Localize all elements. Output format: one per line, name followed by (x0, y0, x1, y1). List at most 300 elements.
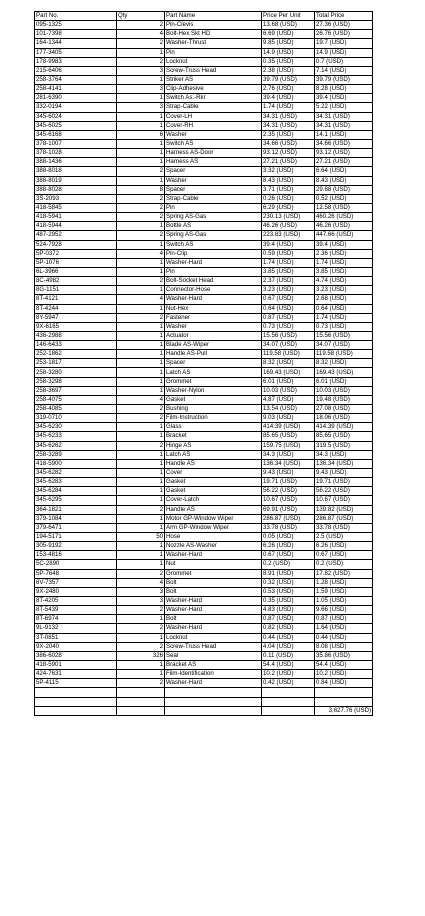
part-name-cell: Cover-LH (165, 112, 262, 121)
part-no-cell: 5C-2890 (35, 560, 117, 569)
qty-cell: 4 (117, 295, 165, 304)
header-row (35, 12, 373, 21)
part-name-cell: Striker AS (165, 75, 262, 84)
price-per-unit-cell: 39.79 (USD) (262, 75, 315, 84)
total-price-cell: 34.07 (USD) (315, 341, 373, 350)
qty-cell: 2 (117, 441, 165, 450)
price-per-unit-cell: 13.54 (USD) (262, 405, 315, 414)
table-row (35, 21, 373, 30)
part-no-cell: 388-1436 (35, 158, 117, 167)
part-no-cell: 379-1084 (35, 514, 117, 523)
qty-cell: 1 (117, 450, 165, 459)
qty-cell: 2 (117, 624, 165, 633)
table-row (35, 432, 373, 441)
price-per-unit-cell: 8.91 (USD) (262, 569, 315, 578)
price-per-unit-cell: 0.87 (USD) (262, 615, 315, 624)
total-price-cell: 33.78 (USD) (315, 523, 373, 532)
part-name-cell: Seal (165, 651, 262, 660)
part-name-cell: Washer-Hard (165, 258, 262, 267)
part-name-cell: Harness AS-Door (165, 149, 262, 158)
price-per-unit-cell: 0.67 (USD) (262, 295, 315, 304)
qty-cell: 326 (117, 651, 165, 660)
qty-cell: 1 (117, 633, 165, 642)
table-row (35, 578, 373, 587)
qty-cell: 1 (117, 94, 165, 103)
total-price-cell: 0.67 (USD) (315, 551, 373, 560)
part-name-cell: Cover-RH (165, 121, 262, 130)
part-no-cell: 379-6471 (35, 523, 117, 532)
part-no-cell: 345-6283 (35, 478, 117, 487)
table-row (35, 194, 373, 203)
table-row (35, 203, 373, 212)
price-per-unit-cell: 34.31 (USD) (262, 112, 315, 121)
header-qty: Qty (117, 12, 165, 21)
price-per-unit-cell: 3.32 (USD) (262, 167, 315, 176)
part-name-cell: Hose (165, 533, 262, 542)
qty-cell: 2 (117, 505, 165, 514)
part-no-cell: 345-6262 (35, 441, 117, 450)
price-per-unit-cell: 0.35 (USD) (262, 57, 315, 66)
total-price-cell: 46.26 (USD) (315, 222, 373, 231)
total-price-cell: 56.22 (USD) (315, 487, 373, 496)
part-no-cell: 6V-7357 (35, 578, 117, 587)
part-no-cell: 5P-1076 (35, 258, 117, 267)
table-row (35, 533, 373, 542)
price-per-unit-cell: 0.73 (USD) (262, 322, 315, 331)
qty-cell: 1 (117, 359, 165, 368)
table-row (35, 478, 373, 487)
part-no-cell: 258-3280 (35, 368, 117, 377)
part-no-cell: 194-5171 (35, 533, 117, 542)
table-row (35, 222, 373, 231)
total-price-cell: 85.65 (USD) (315, 432, 373, 441)
total-price-cell: 10.67 (USD) (315, 496, 373, 505)
table-row (35, 459, 373, 468)
table-row (35, 651, 373, 660)
total-price-cell: 12.58 (USD) (315, 203, 373, 212)
qty-cell: 1 (117, 459, 165, 468)
table-row (35, 496, 373, 505)
qty-cell: 1 (117, 112, 165, 121)
qty-cell: 2 (117, 313, 165, 322)
total-price-cell: 10.2 (USD) (315, 670, 373, 679)
table-row (35, 304, 373, 313)
part-no-cell: 3T-0851 (35, 633, 117, 642)
total-price-cell: 18.06 (USD) (315, 414, 373, 423)
total-price-cell: 27.36 (USD) (315, 21, 373, 30)
part-no-cell: 153-4816 (35, 551, 117, 560)
price-per-unit-cell: 10.2 (USD) (262, 670, 315, 679)
part-name-cell: Locknut (165, 633, 262, 642)
price-per-unit-cell: 3.23 (USD) (262, 286, 315, 295)
header-part-no: Part No. (35, 12, 117, 21)
qty-cell: 1 (117, 469, 165, 478)
part-name-cell: Pin-Clip (165, 249, 262, 258)
total-price-cell: 2.36 (USD) (315, 249, 373, 258)
table-row (35, 368, 373, 377)
total-price-cell: 14.9 (USD) (315, 48, 373, 57)
part-name-cell: Harness AS (165, 158, 262, 167)
table-row (35, 624, 373, 633)
part-name-cell: Latch AS (165, 450, 262, 459)
table-row (35, 487, 373, 496)
qty-cell: 2 (117, 203, 165, 212)
part-no-cell: 332-0194 (35, 103, 117, 112)
part-name-cell: Bolt (165, 615, 262, 624)
total-price-cell: 0.52 (USD) (315, 194, 373, 203)
part-name-cell: Film-Instruction (165, 414, 262, 423)
total-price-cell: 29.68 (USD) (315, 185, 373, 194)
total-price-cell: 0.73 (USD) (315, 322, 373, 331)
part-no-cell: 3S-2093 (35, 194, 117, 203)
price-per-unit-cell: 3.85 (USD) (262, 267, 315, 276)
total-price-cell: 136.34 (USD) (315, 459, 373, 468)
table-row (35, 395, 373, 404)
part-name-cell: Bracket AS (165, 660, 262, 669)
qty-cell: 2 (117, 405, 165, 414)
part-name-cell: Screw-Truss Head (165, 66, 262, 75)
part-no-cell: 5P-0372 (35, 249, 117, 258)
part-name-cell: Cover-Latch (165, 496, 262, 505)
part-no-cell: 345-6024 (35, 112, 117, 121)
part-no-cell: 8C-4982 (35, 277, 117, 286)
total-price-cell: 34.31 (USD) (315, 112, 373, 121)
qty-cell: 1 (117, 660, 165, 669)
part-name-cell: Spacer (165, 185, 262, 194)
total-price-cell: 1.59 (USD) (315, 587, 373, 596)
qty-cell: 1 (117, 670, 165, 679)
table-row (35, 112, 373, 121)
qty-cell: 6 (117, 130, 165, 139)
part-name-cell: Washer (165, 130, 262, 139)
total-price-cell: 2.68 (USD) (315, 295, 373, 304)
qty-cell: 2 (117, 231, 165, 240)
price-per-unit-cell: 0.87 (USD) (262, 313, 315, 322)
header-part-name: Part Name (165, 12, 262, 21)
total-price-cell: 3.85 (USD) (315, 267, 373, 276)
price-per-unit-cell: 2.37 (USD) (262, 277, 315, 286)
part-no-cell: 258-3697 (35, 386, 117, 395)
part-name-cell: Hinge AS (165, 441, 262, 450)
part-no-cell: 388-8018 (35, 167, 117, 176)
total-price-cell: 0.87 (USD) (315, 615, 373, 624)
qty-cell: 1 (117, 496, 165, 505)
price-per-unit-cell: 33.78 (USD) (262, 523, 315, 532)
total-price-cell: 9.43 (USD) (315, 469, 373, 478)
part-no-cell: 9L-9132 (35, 624, 117, 633)
part-name-cell: Pin (165, 267, 262, 276)
price-per-unit-cell: 19.71 (USD) (262, 478, 315, 487)
empty-cell (35, 688, 117, 697)
part-no-cell: 8T-4244 (35, 304, 117, 313)
price-per-unit-cell: 6.26 (USD) (262, 542, 315, 551)
part-no-cell: 178-9983 (35, 57, 117, 66)
empty-cell (117, 688, 165, 697)
price-per-unit-cell: 34.66 (USD) (262, 139, 315, 148)
part-no-cell: 418-5900 (35, 459, 117, 468)
total-price-cell: 34.66 (USD) (315, 139, 373, 148)
part-name-cell: Gasket (165, 487, 262, 496)
qty-cell: 3 (117, 587, 165, 596)
total-price-cell: 8.32 (USD) (315, 359, 373, 368)
table-row (35, 30, 373, 39)
table-row (35, 57, 373, 66)
part-no-cell: 345-6025 (35, 121, 117, 130)
table-row (35, 75, 373, 84)
price-per-unit-cell: 0.35 (USD) (262, 597, 315, 606)
part-name-cell: Arm GP-Window Wiper (165, 523, 262, 532)
qty-cell: 1 (117, 341, 165, 350)
qty-cell: 1 (117, 258, 165, 267)
price-per-unit-cell: 2.76 (USD) (262, 85, 315, 94)
part-name-cell: Washer-Nylon (165, 386, 262, 395)
qty-cell: 1 (117, 487, 165, 496)
qty-cell: 1 (117, 304, 165, 313)
part-no-cell: 436-2988 (35, 331, 117, 340)
price-per-unit-cell: 0.67 (USD) (262, 551, 315, 560)
part-no-cell: 095-1325 (35, 21, 117, 30)
qty-cell: 1 (117, 560, 165, 569)
part-name-cell: Switch AS (165, 240, 262, 249)
part-no-cell: 345-6282 (35, 469, 117, 478)
part-no-cell: 345-6230 (35, 423, 117, 432)
part-no-cell: 215-6406 (35, 66, 117, 75)
part-name-cell: Switch AS (165, 139, 262, 148)
qty-cell: 2 (117, 414, 165, 423)
table-row (35, 377, 373, 386)
part-name-cell: Washer-Hard (165, 597, 262, 606)
price-per-unit-cell: 34.07 (USD) (262, 341, 315, 350)
parts-table-body (35, 12, 373, 716)
qty-cell: 1 (117, 176, 165, 185)
qty-cell: 1 (117, 377, 165, 386)
part-name-cell: Strap-Cable (165, 194, 262, 203)
table-row (35, 185, 373, 194)
table-row (35, 450, 373, 459)
price-per-unit-cell: 136.34 (USD) (262, 459, 315, 468)
price-per-unit-cell: 27.21 (USD) (262, 158, 315, 167)
qty-cell: 3 (117, 85, 165, 94)
table-row (35, 267, 373, 276)
part-no-cell: 386-6028 (35, 651, 117, 660)
qty-cell: 1 (117, 368, 165, 377)
part-name-cell: Film-Identification (165, 670, 262, 679)
part-name-cell: Bushing (165, 405, 262, 414)
part-no-cell: 8Y-5947 (35, 313, 117, 322)
part-no-cell: 345-6295 (35, 496, 117, 505)
price-per-unit-cell: 6.69 (USD) (262, 30, 315, 39)
part-no-cell: 258-3764 (35, 75, 117, 84)
price-per-unit-cell: 9.43 (USD) (262, 469, 315, 478)
part-name-cell: Spring AS-Gas (165, 213, 262, 222)
table-row (35, 94, 373, 103)
price-per-unit-cell: 0.32 (USD) (262, 578, 315, 587)
price-per-unit-cell: 0.2 (USD) (262, 560, 315, 569)
part-no-cell: 5P-7648 (35, 569, 117, 578)
total-price-cell: 139.82 (USD) (315, 505, 373, 514)
part-name-cell: Spring AS-Gas (165, 231, 262, 240)
table-row (35, 606, 373, 615)
part-name-cell: Grommet (165, 569, 262, 578)
part-no-cell: 8T-4121 (35, 295, 117, 304)
part-name-cell: Locknut (165, 57, 262, 66)
table-row (35, 469, 373, 478)
table-row (35, 523, 373, 532)
total-price-cell: 4.74 (USD) (315, 277, 373, 286)
table-row (35, 642, 373, 651)
part-name-cell: Gasket (165, 478, 262, 487)
price-per-unit-cell: 0.82 (USD) (262, 624, 315, 633)
part-name-cell: Screw-Truss Head (165, 642, 262, 651)
total-price-cell: 17.82 (USD) (315, 569, 373, 578)
part-no-cell: 101-7398 (35, 30, 117, 39)
price-per-unit-cell: 39.4 (USD) (262, 240, 315, 249)
price-per-unit-cell: 169.43 (USD) (262, 368, 315, 377)
total-price-cell: 39.4 (USD) (315, 240, 373, 249)
price-per-unit-cell: 15.56 (USD) (262, 331, 315, 340)
part-no-cell: 345-6284 (35, 487, 117, 496)
qty-cell: 2 (117, 606, 165, 615)
qty-cell: 1 (117, 514, 165, 523)
price-per-unit-cell: 286.87 (USD) (262, 514, 315, 523)
empty-cell (35, 697, 117, 706)
price-per-unit-cell: 6.29 (USD) (262, 203, 315, 212)
price-per-unit-cell: 39.4 (USD) (262, 94, 315, 103)
part-no-cell: 9X-2480 (35, 587, 117, 596)
price-per-unit-cell: 0.05 (USD) (262, 533, 315, 542)
empty-cell (35, 706, 117, 715)
part-name-cell: Strap-Cable (165, 103, 262, 112)
price-per-unit-cell: 34.31 (USD) (262, 121, 315, 130)
total-price-cell: 3.23 (USD) (315, 286, 373, 295)
table-row (35, 277, 373, 286)
total-price-cell: 54.4 (USD) (315, 660, 373, 669)
qty-cell: 1 (117, 322, 165, 331)
part-name-cell: Bolt (165, 587, 262, 596)
total-price-cell: 6.26 (USD) (315, 542, 373, 551)
part-name-cell: Washer-Hard (165, 624, 262, 633)
part-no-cell: 418-5901 (35, 660, 117, 669)
table-row (35, 130, 373, 139)
part-no-cell: 9X-2040 (35, 642, 117, 651)
total-price-cell: 10.03 (USD) (315, 386, 373, 395)
part-name-cell: Glass (165, 423, 262, 432)
total-price-cell: 6.01 (USD) (315, 377, 373, 386)
price-per-unit-cell: 8.32 (USD) (262, 359, 315, 368)
part-no-cell: 258-4141 (35, 85, 117, 94)
total-price-cell: 19.71 (USD) (315, 478, 373, 487)
price-per-unit-cell: 34.3 (USD) (262, 450, 315, 459)
total-price-cell: 34.31 (USD) (315, 121, 373, 130)
part-no-cell: 258-4085 (35, 405, 117, 414)
qty-cell: 4 (117, 249, 165, 258)
price-per-unit-cell: 6.01 (USD) (262, 377, 315, 386)
part-no-cell: 253-1817 (35, 359, 117, 368)
part-no-cell: 424-7631 (35, 670, 117, 679)
total-price-cell: 0.2 (USD) (315, 560, 373, 569)
qty-cell: 2 (117, 642, 165, 651)
part-name-cell: Gasket (165, 395, 262, 404)
part-name-cell: Spacer (165, 167, 262, 176)
part-name-cell: Bracket (165, 432, 262, 441)
part-no-cell: 418-5941 (35, 213, 117, 222)
price-per-unit-cell: 69.91 (USD) (262, 505, 315, 514)
table-row (35, 679, 373, 688)
qty-cell: 50 (117, 533, 165, 542)
qty-cell: 3 (117, 66, 165, 75)
price-per-unit-cell: 159.75 (USD) (262, 441, 315, 450)
table-row (35, 286, 373, 295)
table-row (35, 295, 373, 304)
part-no-cell: 252-1862 (35, 350, 117, 359)
table-row (35, 423, 373, 432)
price-per-unit-cell: 0.59 (USD) (262, 249, 315, 258)
total-price-cell: 7.14 (USD) (315, 66, 373, 75)
price-per-unit-cell: 223.83 (USD) (262, 231, 315, 240)
total-price-cell: 8.08 (USD) (315, 642, 373, 651)
total-price-cell: 35.86 (USD) (315, 651, 373, 660)
table-row (35, 167, 373, 176)
part-no-cell: 388-8028 (35, 185, 117, 194)
total-price-cell: 1.64 (USD) (315, 624, 373, 633)
table-row (35, 85, 373, 94)
price-per-unit-cell: 14.9 (USD) (262, 48, 315, 57)
qty-cell: 1 (117, 75, 165, 84)
qty-cell: 2 (117, 213, 165, 222)
price-per-unit-cell: 230.13 (USD) (262, 213, 315, 222)
price-per-unit-cell: 13.68 (USD) (262, 21, 315, 30)
part-no-cell: 164-1344 (35, 39, 117, 48)
qty-cell: 1 (117, 542, 165, 551)
part-name-cell: Washer (165, 322, 262, 331)
part-no-cell: 378-1028 (35, 149, 117, 158)
total-price-cell: 1.74 (USD) (315, 258, 373, 267)
total-price-cell: 1.28 (USD) (315, 578, 373, 587)
table-row (35, 405, 373, 414)
part-no-cell: 8G-1151 (35, 286, 117, 295)
part-name-cell: Handle AS (165, 459, 262, 468)
part-name-cell: Fastener (165, 313, 262, 322)
part-no-cell: 8T-5439 (35, 606, 117, 615)
qty-cell: 1 (117, 240, 165, 249)
qty-cell: 1 (117, 478, 165, 487)
part-name-cell: Motor GP-Window Wiper (165, 514, 262, 523)
table-row (35, 569, 373, 578)
price-per-unit-cell: 0.64 (USD) (262, 304, 315, 313)
qty-cell: 1 (117, 267, 165, 276)
price-per-unit-cell: 93.12 (USD) (262, 149, 315, 158)
price-per-unit-cell: 4.87 (USD) (262, 395, 315, 404)
qty-cell: 1 (117, 615, 165, 624)
total-price-cell: 19.48 (USD) (315, 395, 373, 404)
part-no-cell: 5P-4115 (35, 679, 117, 688)
part-no-cell: 319-0710 (35, 414, 117, 423)
total-price-cell: 9.66 (USD) (315, 606, 373, 615)
total-price-cell: 169.43 (USD) (315, 368, 373, 377)
part-name-cell: Connector-Hose (165, 286, 262, 295)
part-no-cell: 146-6433 (35, 341, 117, 350)
empty-cell (315, 697, 373, 706)
part-name-cell: Washer-Hard (165, 295, 262, 304)
empty-cell (165, 688, 262, 697)
total-price-cell: 8.43 (USD) (315, 176, 373, 185)
qty-cell: 1 (117, 121, 165, 130)
total-price-cell: 27.08 (USD) (315, 405, 373, 414)
qty-cell: 1 (117, 286, 165, 295)
qty-cell: 8 (117, 185, 165, 194)
table-row (35, 514, 373, 523)
total-price-cell: 8.28 (USD) (315, 85, 373, 94)
